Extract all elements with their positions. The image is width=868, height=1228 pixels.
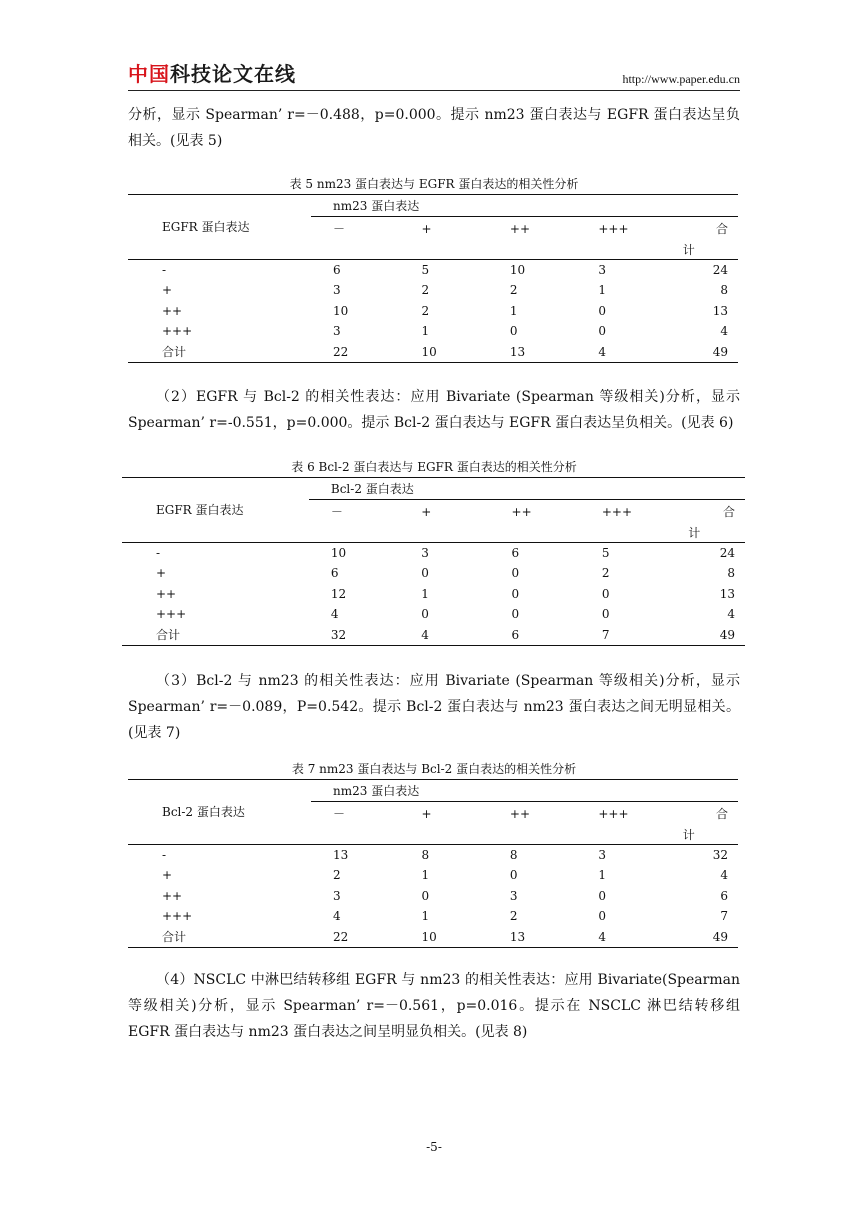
- column-header: －: [333, 222, 346, 236]
- row-label: +: [162, 868, 173, 883]
- empty-cell: [309, 524, 399, 543]
- column-header: ++: [509, 221, 530, 236]
- row-total-cell: 6: [720, 888, 728, 903]
- column-header: +: [421, 504, 432, 519]
- table-cell: 5: [601, 545, 610, 560]
- row-total-cell: 4: [720, 868, 728, 883]
- row-label: 合计: [128, 927, 311, 948]
- row-label: 合计: [122, 625, 309, 646]
- table-row: [128, 844, 738, 865]
- table-cell: 0: [598, 303, 606, 318]
- row-total-cell: 32: [712, 847, 728, 862]
- table-cell: 0: [509, 868, 518, 883]
- paragraph-3: （3）Bcl-2 与 nm23 的相关性表达：应用 Bivariate (Spearman 等级相关)分析，显示 Spearman’ r=－0.089，P=0.542。提示 Bcl-2 蛋白表达与 nm23 蛋白表达之间无明显相关。(见表 7): [128, 673, 740, 741]
- table-cell: 1: [598, 283, 606, 298]
- table-cell: 3: [333, 888, 341, 903]
- table-cell: 0: [509, 324, 518, 339]
- table-cell: 10: [509, 262, 526, 277]
- row-variable-header: EGFR 蛋白表达: [128, 195, 311, 260]
- table-cell: 4: [576, 927, 664, 948]
- table-cell: 13: [488, 927, 576, 948]
- table-cell: 10: [333, 303, 349, 318]
- row-total-cell: 49: [665, 342, 738, 363]
- row-label: +++: [162, 324, 193, 339]
- column-header: ++: [509, 806, 530, 821]
- row-label: +++: [162, 909, 193, 924]
- empty-cell: [399, 826, 487, 845]
- page-number: -5-: [426, 1140, 442, 1154]
- column-header: +++: [598, 806, 629, 821]
- table-cell: 1: [421, 324, 430, 339]
- table-cell: 8: [421, 847, 430, 862]
- table-cell: 3: [333, 283, 341, 298]
- table-6-caption: 表 6 Bcl-2 蛋白表达与 EGFR 蛋白表达的相关性分析: [291, 460, 577, 474]
- table-cell: 10: [399, 927, 487, 948]
- empty-cell: [576, 241, 664, 260]
- table-cell: 2: [421, 283, 430, 298]
- header-rule: [128, 90, 740, 91]
- row-total-cell: 49: [670, 625, 745, 646]
- total-column-header-2: 计: [665, 241, 738, 260]
- table-cell: 13: [333, 847, 349, 862]
- table-row: [122, 542, 745, 563]
- table-7-caption: 表 7 nm23 蛋白表达与 Bcl-2 蛋白表达的相关性分析: [291, 762, 577, 776]
- table-cell: 0: [601, 607, 610, 622]
- table-5-caption: 表 5 nm23 蛋白表达与 EGFR 蛋白表达的相关性分析: [289, 177, 579, 191]
- table-cell: 3: [509, 888, 518, 903]
- column-header: +++: [598, 221, 629, 236]
- table-row: [128, 280, 738, 301]
- table-row: [128, 301, 738, 322]
- table-cell: 3: [598, 262, 606, 277]
- table-cell: 1: [509, 303, 518, 318]
- table-cell: 2: [509, 283, 518, 298]
- row-total-cell: 4: [720, 324, 728, 339]
- total-column-header: 合: [722, 505, 735, 519]
- row-total-cell: 8: [720, 283, 728, 298]
- table-row: [122, 625, 745, 646]
- table-row: [128, 259, 738, 280]
- table-row: [122, 563, 745, 584]
- table-row: [128, 865, 738, 886]
- row-label: +: [156, 566, 167, 581]
- table-cell: 4: [333, 909, 341, 924]
- table-cell: 1: [421, 868, 430, 883]
- column-header: +: [421, 221, 432, 236]
- total-column-header: 合: [715, 807, 728, 821]
- table-cell: 6: [490, 625, 580, 646]
- empty-cell: [311, 241, 399, 260]
- empty-cell: [580, 524, 670, 543]
- table-cell: 22: [311, 927, 399, 948]
- table-cell: 6: [333, 262, 341, 277]
- journal-logo: [128, 58, 296, 87]
- table-cell: 0: [511, 607, 520, 622]
- table-cell: 3: [333, 324, 341, 339]
- empty-cell: [399, 241, 487, 260]
- row-total-cell: 49: [665, 927, 738, 948]
- logo-red-text: 中国: [128, 62, 170, 86]
- table-cell: 7: [580, 625, 670, 646]
- row-variable-header: Bcl-2 蛋白表达: [128, 780, 311, 845]
- table-cell: 0: [511, 566, 520, 581]
- column-header: +++: [601, 504, 633, 519]
- row-total-cell: 24: [712, 262, 728, 277]
- logo-dark-text: 科技论文在线: [170, 62, 296, 86]
- table-row: [122, 584, 745, 605]
- total-column-header: 合: [715, 222, 728, 236]
- row-label: -: [162, 262, 167, 277]
- paragraph-4: （4）NSCLC 中淋巴结转移组 EGFR 与 nm23 的相关性表达：应用 Bivariate(Spearman 等级相关)分析，显示 Spearman’ r=－0.561，p=0.016。提示在 NSCLC 淋巴结转移组 EGFR 蛋白表达与 nm23 蛋白表达之间呈明显负相关。(见表 8): [128, 972, 740, 1040]
- table-cell: 4: [330, 607, 339, 622]
- row-total-cell: 7: [720, 909, 728, 924]
- total-column-header-2: 计: [670, 524, 745, 543]
- table-cell: 32: [309, 625, 399, 646]
- row-label: -: [162, 847, 167, 862]
- row-total-cell: 13: [712, 303, 728, 318]
- table-cell: 1: [421, 586, 429, 601]
- row-label: +++: [156, 607, 187, 622]
- table-cell: 4: [399, 625, 489, 646]
- column-group-header: Bcl-2 蛋白表达: [309, 478, 745, 500]
- empty-cell: [399, 524, 489, 543]
- table-header-row: [122, 478, 745, 500]
- table-row: [128, 927, 738, 948]
- table-header-row: [128, 780, 738, 802]
- table-6: [122, 477, 745, 646]
- paragraph-1: 分析，显示 Spearman’ r=－0.488，p=0.000。提示 nm23 蛋白表达与 EGFR 蛋白表达呈负相关。(见表 5): [128, 107, 740, 149]
- table-cell: 2: [601, 566, 610, 581]
- table-cell: 0: [598, 888, 606, 903]
- table-cell: 5: [421, 262, 430, 277]
- table-5: [128, 194, 738, 363]
- table-cell: 1: [421, 909, 430, 924]
- total-column-header-2: 计: [665, 826, 738, 845]
- table-row: [128, 886, 738, 907]
- table-header-row: [128, 195, 738, 217]
- table-cell: 10: [399, 342, 487, 363]
- page-header: [128, 58, 740, 88]
- table-cell: 12: [330, 586, 347, 601]
- table-cell: 0: [601, 586, 610, 601]
- row-label: +: [162, 283, 173, 298]
- table-row: [128, 342, 738, 363]
- paragraph-2: （2）EGFR 与 Bcl-2 的相关性表达：应用 Bivariate (Spearman 等级相关)分析，显示 Spearman’ r=-0.551，p=0.000。提示 Bcl-2 蛋白表达与 EGFR 蛋白表达呈负相关。(见表 6): [128, 389, 740, 431]
- table-cell: 10: [330, 545, 347, 560]
- header-url-link[interactable]: http://www.paper.edu.cn: [622, 72, 740, 86]
- column-header: +: [421, 806, 432, 821]
- empty-cell: [488, 241, 576, 260]
- row-total-cell: 24: [719, 545, 735, 560]
- row-total-cell: 8: [727, 566, 735, 581]
- column-header: ++: [511, 504, 532, 519]
- empty-cell: [490, 524, 580, 543]
- row-total-cell: 4: [727, 607, 735, 622]
- table-cell: 1: [598, 868, 606, 883]
- table-cell: 3: [598, 847, 606, 862]
- column-header: －: [330, 505, 343, 519]
- row-variable-header: EGFR 蛋白表达: [122, 478, 309, 543]
- table-cell: 4: [576, 342, 664, 363]
- table-cell: 0: [598, 324, 606, 339]
- table-cell: 0: [511, 586, 520, 601]
- column-group-header: nm23 蛋白表达: [311, 195, 738, 217]
- empty-cell: [488, 826, 576, 845]
- table-cell: 6: [330, 566, 339, 581]
- empty-cell: [576, 826, 664, 845]
- column-group-header: nm23 蛋白表达: [311, 780, 738, 802]
- row-total-cell: 13: [719, 586, 735, 601]
- table-cell: 3: [421, 545, 429, 560]
- row-label: -: [156, 545, 161, 560]
- table-cell: 0: [421, 607, 429, 622]
- table-cell: 13: [488, 342, 576, 363]
- empty-cell: [311, 826, 399, 845]
- row-label: ++: [162, 303, 183, 318]
- table-cell: 22: [311, 342, 399, 363]
- table-row: [128, 906, 738, 927]
- row-label: 合计: [128, 342, 311, 363]
- table-row: [128, 321, 738, 342]
- row-label: ++: [162, 888, 183, 903]
- table-cell: 8: [509, 847, 518, 862]
- table-cell: 2: [509, 909, 518, 924]
- table-cell: 2: [333, 868, 341, 883]
- table-cell: 0: [421, 566, 429, 581]
- table-cell: 6: [511, 545, 520, 560]
- table-row: [122, 604, 745, 625]
- table-cell: 0: [421, 888, 430, 903]
- table-7: [128, 779, 738, 948]
- table-cell: 2: [421, 303, 430, 318]
- row-label: ++: [156, 586, 177, 601]
- table-cell: 0: [598, 909, 606, 924]
- column-header: －: [333, 807, 346, 821]
